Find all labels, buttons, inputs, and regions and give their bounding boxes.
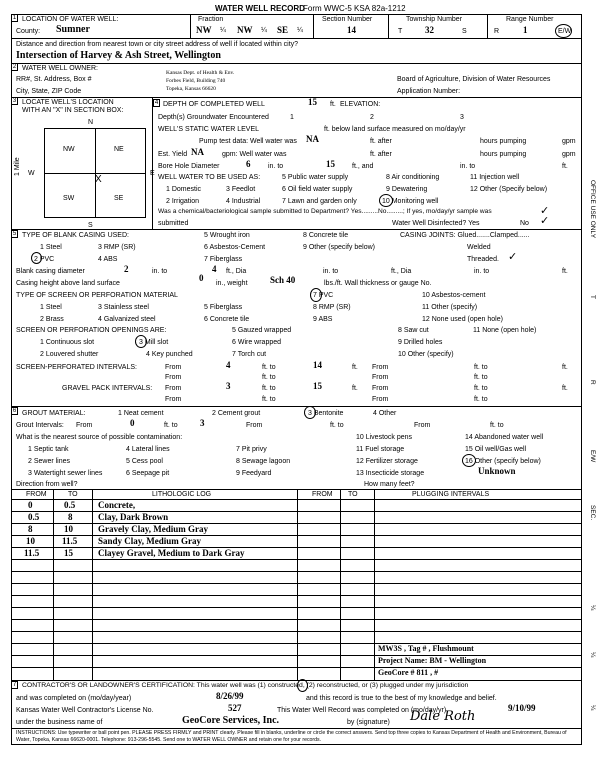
gpi-from-3: From bbox=[165, 396, 182, 403]
county-label: County: bbox=[16, 28, 41, 35]
log-row-1-desc: Concrete, bbox=[98, 500, 136, 510]
project-label: Project Name: BM - Wellington bbox=[378, 656, 487, 665]
use-9: 9 Dewatering bbox=[386, 186, 428, 193]
spi-from-value: 4 bbox=[226, 360, 231, 370]
casing-3: 3 RMP (SR) bbox=[98, 244, 136, 251]
grout-2: 2 Cement grout bbox=[212, 410, 261, 417]
section-number-label: Section Number bbox=[322, 16, 373, 23]
divider bbox=[11, 619, 582, 620]
bore-and: ft., and bbox=[352, 163, 374, 170]
diameter-in-to-3: in. to bbox=[474, 268, 490, 275]
gpi-ft-to: ft. to bbox=[262, 385, 276, 392]
grout-from-2: From bbox=[246, 422, 263, 429]
office-use-label: OFFICE USE ONLY bbox=[589, 180, 596, 239]
use-3: 3 Feedlot bbox=[226, 186, 256, 193]
west-label: W bbox=[28, 170, 35, 177]
log-row-4-from: 10 bbox=[26, 536, 35, 546]
spi-from-3: From bbox=[165, 374, 182, 381]
opening-3-circle bbox=[135, 335, 147, 348]
record-date: 9/10/99 bbox=[508, 703, 536, 713]
quarter-3: ¼ bbox=[297, 27, 303, 34]
divider bbox=[11, 643, 582, 644]
gpi-to-value: 15 bbox=[313, 381, 322, 391]
screen-4: 4 Galvanized steel bbox=[98, 316, 156, 323]
screen-5: 5 Fiberglass bbox=[204, 304, 243, 311]
casing-joints: CASING JOINTS: Glued.......Clamped...... bbox=[400, 232, 530, 239]
ew-circle bbox=[555, 24, 572, 38]
east-label: E bbox=[150, 170, 155, 177]
diameter-ft-dia: ft., Dia bbox=[226, 268, 247, 275]
form-title: WATER WELL RECORD bbox=[215, 4, 305, 13]
screen-12: 12 None used (open hole) bbox=[422, 316, 503, 323]
section-1-number: 1 bbox=[12, 15, 17, 21]
bore-in-to-2: in. to bbox=[460, 163, 476, 170]
grout-heading: GROUT MATERIAL: bbox=[22, 410, 86, 417]
location-heading: LOCATION OF WATER WELL: bbox=[22, 16, 119, 23]
bore-label: Bore Hole Diameter bbox=[158, 163, 220, 170]
casing-2-circle bbox=[31, 252, 42, 264]
screen-7: 7 PVC bbox=[313, 292, 334, 299]
divider bbox=[11, 38, 582, 39]
weight-value: Sch 40 bbox=[270, 275, 296, 285]
grout-to-value: 3 bbox=[200, 418, 205, 428]
mw-label: MW3S , Tag # , Flushmount bbox=[378, 644, 474, 653]
screen-9: 9 ABS bbox=[313, 316, 333, 323]
spi-from-2: From bbox=[372, 364, 389, 371]
yield-value: NA bbox=[191, 147, 204, 157]
township-label: Township Number bbox=[406, 16, 463, 23]
spi-ft: ft. bbox=[352, 364, 358, 371]
section-7-number: 7 bbox=[12, 682, 17, 688]
divider bbox=[313, 14, 314, 38]
opening-8: 8 Saw cut bbox=[398, 327, 429, 334]
log-row-1-from: 0 bbox=[28, 500, 33, 510]
distance-value: Intersection of Harvey & Ash Street, Wellington bbox=[16, 50, 221, 61]
use-1: 1 Domestic bbox=[166, 186, 202, 193]
grout-1: 1 Neat cement bbox=[118, 410, 164, 417]
fraction-label: Fraction bbox=[198, 16, 224, 23]
gpi-ft-to-2: ft. to bbox=[474, 385, 488, 392]
use-10-circle bbox=[379, 194, 393, 207]
certification-line-1: CONTRACTOR'S OR LANDOWNER'S CERTIFICATION: This water well was (1) constructed, (2) reconstructed, or (3) plugged under my jurisdiction bbox=[22, 682, 469, 689]
check-mark-icon: ✓ bbox=[540, 215, 550, 227]
nw-label: NW bbox=[63, 146, 75, 153]
openings-heading: SCREEN OR PERFORATION OPENINGS ARE: bbox=[16, 327, 167, 334]
disinfected-no: No bbox=[520, 220, 529, 227]
divider bbox=[11, 535, 582, 536]
address-label: RR#, St. Address, Box # bbox=[16, 76, 92, 83]
casing-welded: Welded bbox=[467, 244, 491, 251]
diameter-ft-dia-2: ft., Dia bbox=[391, 268, 412, 275]
owner-address-3: Topeka, Kansas 66620 bbox=[166, 86, 216, 92]
source-4: 4 Lateral lines bbox=[126, 446, 170, 453]
bore-in-to: in. to bbox=[268, 163, 284, 170]
divider bbox=[11, 655, 582, 656]
casing-8: 8 Concrete tile bbox=[303, 232, 349, 239]
record-completed-label: This Water Well Record was completed on (mo/day/yr) bbox=[277, 707, 447, 714]
source-14: 14 Abandoned water well bbox=[465, 434, 544, 441]
static-tail: ft. below land surface measured on mo/day/yr bbox=[324, 126, 466, 133]
pump-value: NA bbox=[306, 134, 319, 144]
owner-heading: WATER WELL OWNER: bbox=[22, 65, 98, 72]
opening-10: 10 Other (specify) bbox=[398, 351, 454, 358]
static-label: WELL'S STATIC WATER LEVEL bbox=[158, 126, 260, 133]
diameter-ft: ft. bbox=[562, 268, 568, 275]
spi-ft-to-2: ft. to bbox=[474, 364, 488, 371]
pump-after: ft. after bbox=[370, 138, 392, 145]
divider bbox=[53, 489, 54, 681]
completed-label: and was completed on (mo/day/year) bbox=[16, 695, 132, 702]
grout-3: 3 Bentonite bbox=[308, 410, 344, 417]
submitted-label: submitted bbox=[158, 220, 189, 227]
log-row-5-to: 15 bbox=[64, 548, 73, 558]
depth-ft: ft. bbox=[330, 101, 336, 108]
screen-2: 2 Brass bbox=[40, 316, 64, 323]
divider bbox=[340, 489, 341, 681]
use-5: 5 Public water supply bbox=[282, 174, 349, 181]
side-r: R bbox=[589, 380, 596, 385]
grout-from-value: 0 bbox=[130, 418, 135, 428]
spi-from-label: From bbox=[165, 364, 182, 371]
log-header-from: FROM bbox=[26, 491, 47, 498]
screen-3: 3 Stainless steel bbox=[98, 304, 149, 311]
depth-label: DEPTH OF COMPLETED WELL bbox=[163, 101, 265, 108]
instructions: INSTRUCTIONS: Use typewriter or ball point pen. PLEASE PRESS FIRMLY and PRINT clearly. Please fill in blanks, underline or circle the correct answers. Send top three copies to Kansas Department of Health and Environment, Bureau of Water, Topeka, Kansas 66620-0001. Telephone: 913-296-5545. Send one to WATER WELL OWNER and retain one for your records. bbox=[16, 730, 567, 743]
plug-header-from: FROM bbox=[312, 491, 333, 498]
source-3: 3 Watertight sewer lines bbox=[28, 470, 103, 477]
section-3-number: 3 bbox=[12, 98, 17, 104]
divider bbox=[11, 511, 582, 512]
source-16-circle bbox=[462, 454, 476, 467]
section-6-number: 6 bbox=[12, 408, 17, 414]
source-6: 6 Seepage pit bbox=[126, 470, 170, 477]
yield-hours: hours pumping bbox=[480, 151, 527, 158]
ne-label: NE bbox=[114, 146, 124, 153]
log-row-5-desc: Clayey Gravel, Medium to Dark Gray bbox=[98, 548, 245, 558]
license-label: Kansas Water Well Contractor's License No. bbox=[16, 707, 154, 714]
other-source-value: Unknown bbox=[478, 466, 516, 476]
casing-9: 9 Other (specify below) bbox=[303, 244, 375, 251]
gw-2: 2 bbox=[370, 114, 374, 121]
geocore-label: GeoCore # 811 , # bbox=[378, 668, 439, 677]
groundwater-label: Depth(s) Groundwater Encountered bbox=[158, 114, 269, 121]
how-many-label: How many feet? bbox=[364, 481, 415, 488]
application-label: Application Number: bbox=[397, 88, 461, 95]
casing-heading: TYPE OF BLANK CASING USED: bbox=[22, 232, 129, 239]
casing-threaded: Threaded. bbox=[467, 256, 499, 263]
spi-ft-to: ft. to bbox=[262, 364, 276, 371]
divider bbox=[11, 229, 582, 230]
divider bbox=[11, 571, 582, 572]
section-2-number: 2 bbox=[12, 64, 17, 70]
check-mark-icon: ✓ bbox=[540, 205, 550, 217]
range-label: Range Number bbox=[506, 16, 554, 23]
log-row-1-to: 0.5 bbox=[64, 500, 76, 510]
diameter-in-to: in. to bbox=[152, 268, 168, 275]
log-row-2-from: 0.5 bbox=[28, 512, 40, 522]
use-7: 7 Lawn and garden only bbox=[282, 198, 357, 205]
divider bbox=[11, 728, 582, 729]
screen-7-circle bbox=[310, 288, 322, 302]
use-11: 11 Injection well bbox=[470, 174, 520, 181]
log-header-lithologic: LITHOLOGIC LOG bbox=[152, 491, 212, 498]
source-15: 15 Oil well/Gas well bbox=[465, 446, 527, 453]
city-label: City, State, ZIP Code bbox=[16, 88, 82, 95]
chem-question: Was a chemical/bacteriological sample submitted to Department? Yes.........No.........; If yes, mo/day/yr sample was bbox=[158, 208, 492, 215]
divider bbox=[92, 489, 93, 681]
height-value: 0 bbox=[199, 273, 204, 283]
plug-header-to: TO bbox=[348, 491, 358, 498]
signature-label: by (signature) bbox=[347, 719, 390, 726]
gpi-from-4: From bbox=[372, 396, 389, 403]
source-8: 8 Sewage lagoon bbox=[236, 458, 291, 465]
diameter-label: Blank casing diameter bbox=[16, 268, 85, 275]
grout-ft-to: ft. to bbox=[164, 422, 178, 429]
fraction-1: NW bbox=[196, 25, 212, 35]
source-9: 9 Feedyard bbox=[236, 470, 272, 477]
opening-4: 4 Key punched bbox=[146, 351, 193, 358]
quarter-1: ¼ bbox=[220, 27, 226, 34]
source-11: 11 Fuel storage bbox=[356, 446, 405, 453]
log-row-3-to: 10 bbox=[64, 524, 73, 534]
divider bbox=[190, 14, 191, 38]
divider bbox=[11, 97, 582, 98]
grout-ft-to-2: ft. to bbox=[330, 422, 344, 429]
opening-9: 9 Drilled holes bbox=[398, 339, 443, 346]
gpi-from-label: From bbox=[165, 385, 182, 392]
use-2: 2 Irrigation bbox=[166, 198, 200, 205]
gpi-from-value: 3 bbox=[226, 381, 231, 391]
side-quarter-1: ¼ bbox=[589, 605, 596, 611]
plug-header-intervals: PLUGGING INTERVALS bbox=[412, 491, 490, 498]
pump-label: Pump test data: Well water was bbox=[199, 138, 297, 145]
grout-from-3: From bbox=[414, 422, 431, 429]
contamination-label: What is the nearest source of possible contamination: bbox=[16, 434, 183, 441]
diameter-to-value: 4 bbox=[212, 264, 217, 274]
gpi-ft: ft. bbox=[352, 385, 358, 392]
locate-heading-2: WITH AN "X" IN SECTION BOX: bbox=[22, 107, 124, 114]
yield-after: ft. after bbox=[370, 151, 392, 158]
bore-ft: ft. bbox=[562, 163, 568, 170]
log-row-5-from: 11.5 bbox=[24, 548, 40, 558]
se-label: SE bbox=[114, 195, 124, 202]
log-row-4-desc: Sandy Clay, Medium Gray bbox=[98, 536, 202, 546]
check-mark-icon: ✓ bbox=[508, 251, 518, 263]
township-t: T bbox=[398, 28, 403, 35]
screen-1: 1 Steel bbox=[40, 304, 62, 311]
yield-gpm: gpm: Well water was bbox=[222, 151, 287, 158]
use-10: 10 Monitoring well bbox=[382, 198, 439, 205]
spi-ft-to-3: ft. to bbox=[262, 374, 276, 381]
diameter-in-to-2: in. to bbox=[323, 268, 339, 275]
source-10: 10 Livestock pens bbox=[356, 434, 413, 441]
gpi-ft-to-4: ft. to bbox=[474, 396, 488, 403]
county-value: Sumner bbox=[56, 24, 90, 35]
gpi-label: GRAVEL PACK INTERVALS: bbox=[62, 385, 153, 392]
use-6: 6 Oil field water supply bbox=[282, 186, 353, 193]
side-t: T bbox=[589, 295, 596, 299]
divider bbox=[11, 595, 582, 596]
gpi-from-2: From bbox=[372, 385, 389, 392]
log-row-2-to: 8 bbox=[68, 512, 73, 522]
grout-ft-to-3: ft. to bbox=[490, 422, 504, 429]
range-r: R bbox=[494, 28, 500, 35]
spi-from-4: From bbox=[372, 374, 389, 381]
opening-3: 3 Mill slot bbox=[139, 339, 169, 346]
spi-to-value: 14 bbox=[313, 360, 322, 370]
section-5-number: 5 bbox=[12, 231, 17, 237]
grout-4: 4 Other bbox=[373, 410, 397, 417]
yield-gpm-2: gpm bbox=[562, 151, 576, 158]
log-row-4-to: 11.5 bbox=[62, 536, 78, 546]
divider bbox=[388, 14, 389, 38]
spi-ft-to-4: ft. to bbox=[474, 374, 488, 381]
elevation-label: ELEVATION: bbox=[340, 101, 381, 108]
business-label: under the business name of bbox=[16, 719, 103, 726]
certification-line-2b: and this record is true to the best of my knowledge and belief. bbox=[306, 695, 497, 702]
opening-7: 7 Torch cut bbox=[232, 351, 267, 358]
opening-6: 6 Wire wrapped bbox=[232, 339, 282, 346]
section-number-value: 14 bbox=[347, 25, 356, 35]
divider bbox=[11, 583, 582, 584]
casing-2: 2 PVC bbox=[34, 256, 55, 263]
source-13: 13 Insecticide storage bbox=[356, 470, 425, 477]
divider bbox=[11, 631, 582, 632]
completed-date: 8/26/99 bbox=[216, 691, 244, 701]
screen-6: 6 Concrete tile bbox=[204, 316, 250, 323]
side-quarter-3: ¼ bbox=[589, 705, 596, 711]
source-5: 5 Cess pool bbox=[126, 458, 163, 465]
casing-4: 4 ABS bbox=[98, 256, 118, 263]
range-ew: E/W bbox=[558, 28, 572, 35]
constructed-circle bbox=[297, 679, 308, 692]
diameter-value: 2 bbox=[124, 264, 129, 274]
board-label: Board of Agriculture, Division of Water Resources bbox=[397, 76, 551, 83]
divider bbox=[11, 523, 582, 524]
divider bbox=[11, 547, 582, 548]
screen-10: 10 Asbestos-cement bbox=[422, 292, 486, 299]
side-ew: E/W bbox=[589, 450, 596, 463]
pump-gpm: gpm bbox=[562, 138, 576, 145]
fraction-2: NW bbox=[237, 25, 253, 35]
distance-label: Distance and direction from nearest town or city street address of well if located within city? bbox=[16, 41, 299, 48]
bore-to-value: 15 bbox=[326, 159, 335, 169]
mile-label: 1 Mile bbox=[14, 157, 21, 176]
log-header-to: TO bbox=[68, 491, 78, 498]
divider bbox=[11, 63, 582, 64]
locate-heading-1: LOCATE WELL'S LOCATION bbox=[22, 99, 114, 106]
signature: Dale Roth bbox=[410, 709, 476, 724]
divider bbox=[11, 667, 582, 668]
divider bbox=[11, 406, 582, 407]
direction-label: Direction from well? bbox=[16, 481, 78, 488]
opening-1: 1 Continuous slot bbox=[40, 339, 95, 346]
range-value: 1 bbox=[523, 25, 528, 35]
use-4: 4 Industrial bbox=[226, 198, 261, 205]
use-8: 8 Air conditioning bbox=[386, 174, 440, 181]
opening-11: 11 None (open hole) bbox=[473, 327, 537, 334]
well-x-mark: X bbox=[95, 174, 102, 185]
casing-6: 6 Asbestos-Cement bbox=[204, 244, 266, 251]
side-quarter-2: ¼ bbox=[589, 652, 596, 658]
divider bbox=[152, 97, 153, 229]
grout-from-label: From bbox=[76, 422, 93, 429]
height-label: Casing height above land surface bbox=[16, 280, 120, 287]
fraction-3: SE bbox=[277, 25, 289, 35]
ksa-ref: KSA 82a-1212 bbox=[354, 4, 406, 13]
source-12: 12 Fertilizer storage bbox=[356, 458, 418, 465]
source-7: 7 Pit privy bbox=[236, 446, 267, 453]
opening-5: 5 Gauzed wrapped bbox=[232, 327, 292, 334]
grout-intervals-label: Grout Intervals: bbox=[16, 422, 64, 429]
owner-address-2: Forbes Field, Building 740 bbox=[166, 78, 226, 84]
quarter-2: ¼ bbox=[261, 27, 267, 34]
divider bbox=[297, 489, 298, 681]
source-1: 1 Septic tank bbox=[28, 446, 69, 453]
pump-hours: hours pumping bbox=[480, 138, 527, 145]
south-label: S bbox=[88, 222, 93, 229]
owner-address-1: Kansas Dept. of Health & Env. bbox=[166, 70, 235, 76]
wall-label: lbs./ft. Wall thickness or gauge No. bbox=[324, 280, 432, 287]
log-row-3-from: 8 bbox=[28, 524, 33, 534]
divider bbox=[11, 559, 582, 560]
form-number: Form WWC-5 bbox=[303, 4, 352, 13]
screen-heading: TYPE OF SCREEN OR PERFORATION MATERIAL bbox=[16, 292, 178, 299]
north-label: N bbox=[88, 119, 94, 126]
divider bbox=[11, 680, 582, 681]
gw-3: 3 bbox=[460, 114, 464, 121]
section-4-number: 4 bbox=[154, 100, 159, 106]
business-name: GeoCore Services, Inc. bbox=[182, 715, 280, 726]
use-12: 12 Other (Specify below) bbox=[470, 186, 548, 193]
log-row-3-desc: Gravely Clay, Medium Gray bbox=[98, 524, 208, 534]
screen-8: 8 RMP (SR) bbox=[313, 304, 351, 311]
spi-label: SCREEN-PERFORATED INTERVALS: bbox=[16, 364, 137, 371]
screen-11: 11 Other (specify) bbox=[422, 304, 478, 311]
bore-value: 6 bbox=[246, 159, 251, 169]
source-16: 16 Other (specify below) bbox=[465, 458, 541, 465]
gpi-ft-to-3: ft. to bbox=[262, 396, 276, 403]
log-row-2-desc: Clay, Dark Brown bbox=[98, 512, 169, 522]
source-2: 2 Sewer lines bbox=[28, 458, 71, 465]
opening-2: 2 Louvered shutter bbox=[40, 351, 99, 358]
side-sec: SEC. bbox=[589, 505, 596, 521]
depth-value: 15 bbox=[308, 97, 317, 107]
disinfected-label: Water Well Disinfected? Yes bbox=[392, 220, 480, 227]
grout-3-circle bbox=[304, 406, 316, 419]
casing-1: 1 Steel bbox=[40, 244, 62, 251]
sw-label: SW bbox=[63, 195, 75, 202]
divider bbox=[11, 607, 582, 608]
township-value: 32 bbox=[425, 25, 434, 35]
casing-7: 7 Fiberglass bbox=[204, 256, 243, 263]
casing-5: 5 Wrought iron bbox=[204, 232, 250, 239]
gw-1: 1 bbox=[290, 114, 294, 121]
divider bbox=[487, 14, 488, 38]
gpi-ft-2: ft. bbox=[562, 385, 568, 392]
weight-label: in., weight bbox=[216, 280, 248, 287]
township-s: S bbox=[462, 28, 467, 35]
license-value: 527 bbox=[228, 703, 242, 713]
divider bbox=[374, 489, 375, 681]
spi-ft-2: ft. bbox=[562, 364, 568, 371]
yield-label: Est. Yield bbox=[158, 151, 188, 158]
use-label: WELL WATER TO BE USED AS: bbox=[158, 174, 261, 181]
